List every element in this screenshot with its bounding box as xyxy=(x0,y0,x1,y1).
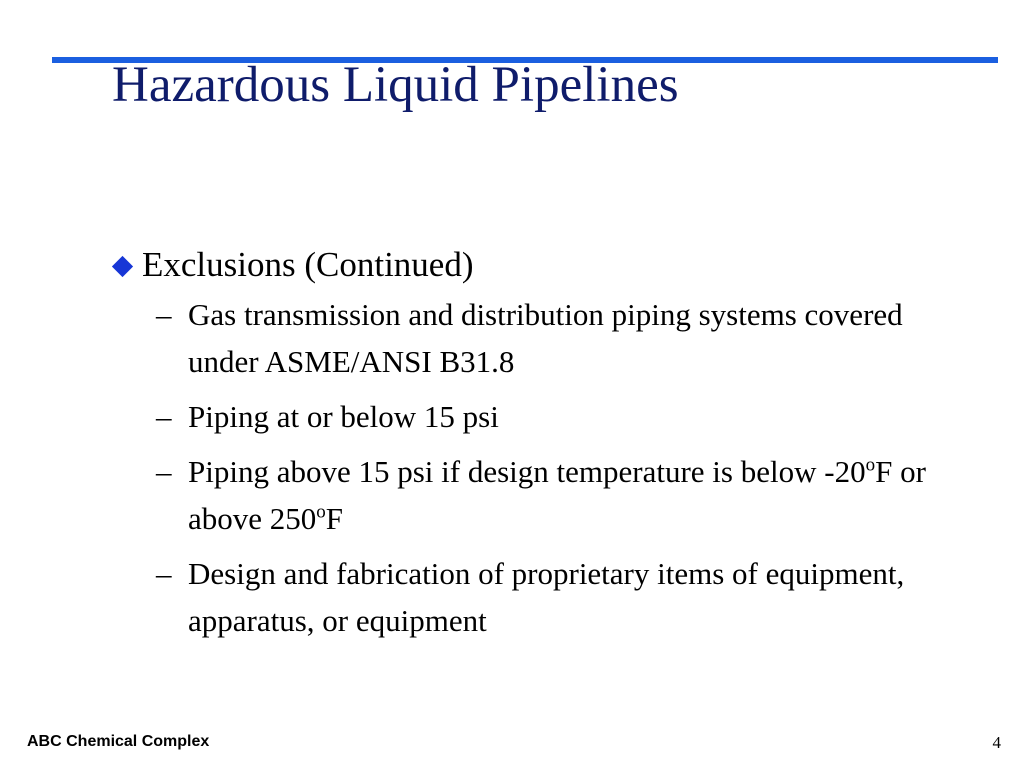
diamond-shape xyxy=(112,256,133,277)
sub-bullet-item xyxy=(156,448,968,542)
footer-page-number: 4 xyxy=(992,733,1001,752)
slide-title: Hazardous Liquid Pipelines xyxy=(112,57,679,113)
slide-body xyxy=(108,243,968,652)
sub-bullet-text: Piping at or below 15 psi xyxy=(188,399,499,434)
dash-marker: – xyxy=(156,399,172,434)
sub-bullet-text: Gas transmission and distribution piping systems covered under ASME/ANSI B31.8 xyxy=(188,297,903,379)
sub-bullet-list xyxy=(108,291,968,644)
sub-bullet-text-part: Piping above 15 psi if design temperature is below -20 xyxy=(188,454,866,489)
diamond-bullet-icon xyxy=(108,243,142,287)
sub-bullet-item xyxy=(156,291,968,385)
footer-company-name: ABC Chemical Complex xyxy=(27,733,210,750)
sub-bullet-item xyxy=(156,393,968,440)
sub-bullet-item xyxy=(156,550,968,644)
sub-bullet-text-part: F xyxy=(325,501,344,536)
degree-superscript: o xyxy=(316,501,326,523)
bullet-item-exclusions xyxy=(108,243,968,287)
bullet-text: Exclusions (Continued) xyxy=(142,245,474,284)
dash-marker: – xyxy=(156,556,172,591)
dash-marker: – xyxy=(156,297,172,332)
sub-bullet-text: Design and fabrication of proprietary items of equipment, apparatus, or equipment xyxy=(188,556,905,638)
sub-bullet-text xyxy=(188,448,968,542)
degree-superscript: o xyxy=(865,454,876,476)
dash-marker: – xyxy=(156,454,172,489)
sub-bullet-text-part: F or above 250 xyxy=(188,454,926,536)
